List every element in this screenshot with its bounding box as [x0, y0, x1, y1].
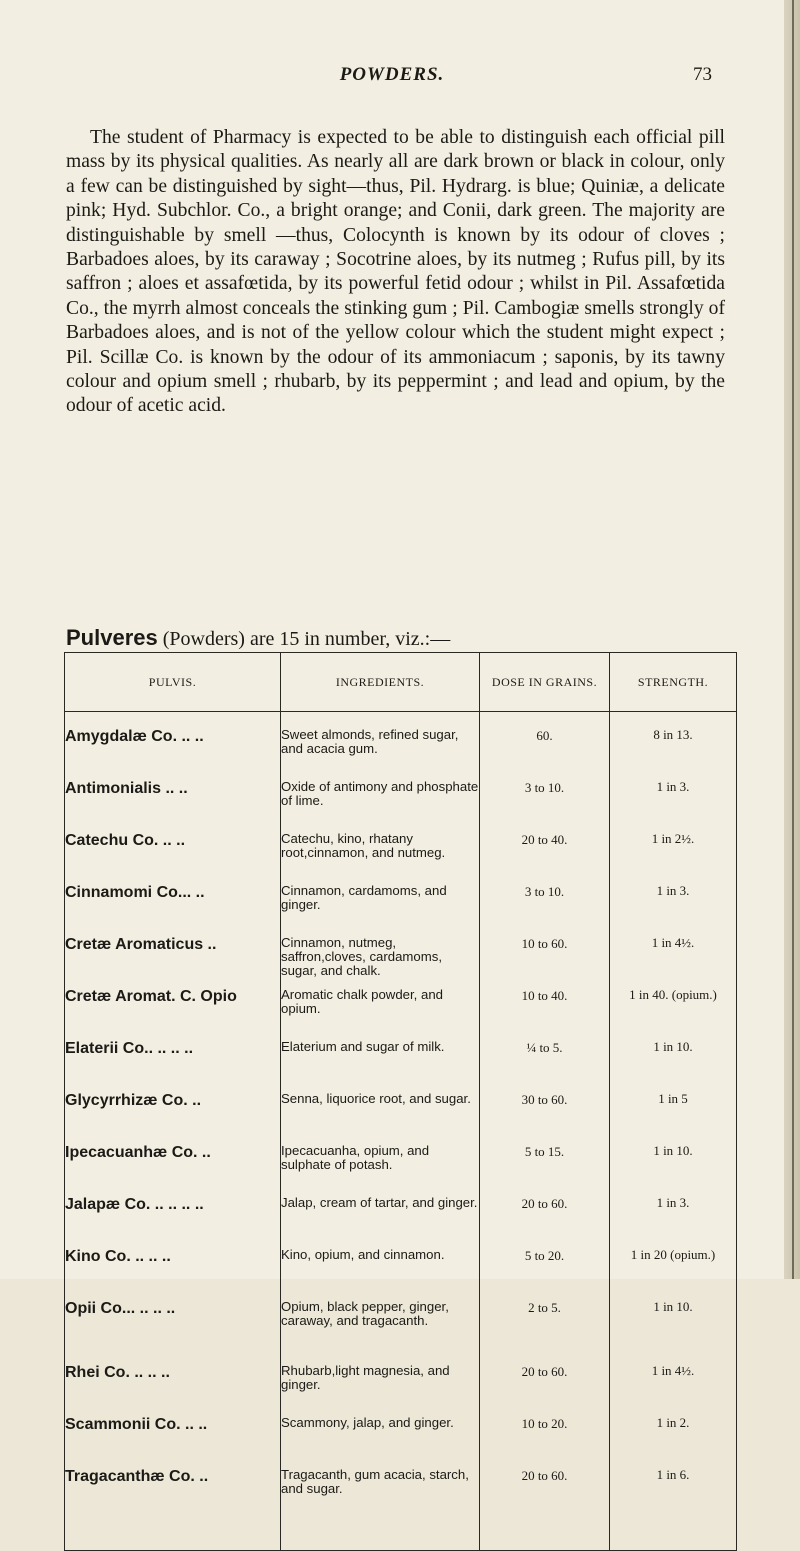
powder-strength: 1 in 4½.	[610, 1362, 737, 1414]
powder-name: Tragacanthæ Co. ..	[65, 1466, 281, 1518]
powder-dose: 3 to 10.	[480, 778, 610, 830]
powder-ingredients: Ipecacuanha, opium, and sulphate of potash.	[281, 1142, 480, 1194]
powder-name: Antimonialis .. ..	[65, 778, 281, 830]
powder-dose: 60.	[480, 726, 610, 778]
powder-ingredients: Catechu, kino, rhatany root,cinnamon, and nutmeg.	[281, 830, 480, 882]
powder-ingredients: Sweet almonds, refined sugar, and acacia gum.	[281, 726, 480, 778]
table-row	[65, 882, 737, 934]
powder-name: Cretæ Aromat. C. Opio	[65, 986, 281, 1038]
powder-strength: 1 in 6.	[610, 1466, 737, 1518]
powder-ingredients: Kino, opium, and cinnamon.	[281, 1246, 480, 1298]
powder-strength: 1 in 3.	[610, 882, 737, 934]
header-ingredients: INGREDIENTS.	[281, 653, 480, 712]
table-row	[65, 1194, 737, 1246]
powder-ingredients: Elaterium and sugar of milk.	[281, 1038, 480, 1090]
powder-strength: 1 in 20 (opium.)	[610, 1246, 737, 1298]
powder-ingredients: Cinnamon, nutmeg, saffron,cloves, cardamoms, sugar, and chalk.	[281, 934, 480, 986]
powder-strength: 1 in 10.	[610, 1142, 737, 1194]
table-header-row	[65, 653, 737, 712]
table-row	[65, 934, 737, 986]
powder-dose: 30 to 60.	[480, 1090, 610, 1142]
powder-name: Scammonii Co. .. ..	[65, 1414, 281, 1466]
powder-strength: 1 in 3.	[610, 1194, 737, 1246]
powder-dose: 20 to 60.	[480, 1466, 610, 1518]
table-row	[65, 986, 737, 1038]
powder-name: Catechu Co. .. ..	[65, 830, 281, 882]
table-row	[65, 1038, 737, 1090]
table-row	[65, 1466, 737, 1518]
running-title: POWDERS.	[339, 64, 445, 85]
powder-ingredients: Senna, liquorice root, and sugar.	[281, 1090, 480, 1142]
table-row	[65, 1142, 737, 1194]
table-row	[65, 1090, 737, 1142]
powder-name: Jalapæ Co. .. .. .. ..	[65, 1194, 281, 1246]
powder-strength: 1 in 3.	[610, 778, 737, 830]
powder-dose: 5 to 15.	[480, 1142, 610, 1194]
powder-ingredients: Aromatic chalk powder, and opium.	[281, 986, 480, 1038]
powder-name: Amygdalæ Co. .. ..	[65, 726, 281, 778]
table-row	[65, 830, 737, 882]
powders-table	[64, 652, 737, 1551]
powder-dose: 20 to 40.	[480, 830, 610, 882]
powder-name: Rhei Co. .. .. ..	[65, 1362, 281, 1414]
table-row	[65, 1362, 737, 1414]
powder-ingredients: Jalap, cream of tartar, and ginger.	[281, 1194, 480, 1246]
page-edge-line	[792, 0, 794, 1279]
table-row	[65, 778, 737, 830]
table-row	[65, 1246, 737, 1298]
powder-name: Kino Co. .. .. ..	[65, 1246, 281, 1298]
powder-dose: 10 to 20.	[480, 1414, 610, 1466]
powder-dose: 10 to 60.	[480, 934, 610, 986]
powder-dose: 2 to 5.	[480, 1298, 610, 1362]
powder-name: Ipecacuanhæ Co. ..	[65, 1142, 281, 1194]
section-title: Pulveres	[66, 625, 158, 650]
powder-name: Glycyrrhizæ Co. ..	[65, 1090, 281, 1142]
powder-dose: 20 to 60.	[480, 1362, 610, 1414]
powder-strength: 1 in 40. (opium.)	[610, 986, 737, 1038]
section-heading	[66, 625, 746, 651]
powder-strength: 1 in 4½.	[610, 934, 737, 986]
powder-strength: 1 in 5	[610, 1090, 737, 1142]
powder-ingredients: Tragacanth, gum acacia, starch, and sugar.	[281, 1466, 480, 1518]
powder-dose: 10 to 40.	[480, 986, 610, 1038]
powder-ingredients: Oxide of antimony and phosphate of lime.	[281, 778, 480, 830]
powder-ingredients: Rhubarb,light magnesia, and ginger.	[281, 1362, 480, 1414]
powder-strength: 1 in 10.	[610, 1038, 737, 1090]
table-row	[65, 1414, 737, 1466]
running-head	[0, 64, 784, 88]
section-subtitle: (Powders) are 15 in number, viz.:—	[162, 628, 451, 650]
powder-dose: 3 to 10.	[480, 882, 610, 934]
intro-paragraph: The student of Pharmacy is expected to be able to distinguish each official pill mass by its physical qualities. As nearly all are dark brown or black in colour, only a few can be distinguished by sight—thus, Pil. Hydrarg. is blue; Quiniæ, a delicate pink; Hyd. Subchlor. Co., a bright orange; and Conii, dark green. The majority are distinguishable by smell —thus, Colocynth is known by its odour of cloves ; Barbadoes aloes, by its caraway ; Socotrine aloes, by its nutmeg ; Rufus pill, by its saffron ; aloes et assafœtida, by its powerful fetid odour ; whilst in Pil. Assafœtida Co., the myrrh almost conceals the stinking gum ; Pil. Cambogiæ smells strongly of Barbadoes aloes, and is not of the yellow colour which the student might expect ; Pil. Scillæ Co. is known by the odour of its ammoniacum ; saponis, by its tawny colour and opium smell ; rhubarb, by its peppermint ; and lead and opium, by the odour of acetic acid.	[66, 127, 725, 417]
powder-dose: 5 to 20.	[480, 1246, 610, 1298]
powder-name: Opii Co... .. .. ..	[65, 1298, 281, 1362]
table-row	[65, 726, 737, 778]
powder-dose: 20 to 60.	[480, 1194, 610, 1246]
powder-ingredients: Scammony, jalap, and ginger.	[281, 1414, 480, 1466]
table-row	[65, 1298, 737, 1362]
page-number: 73	[693, 64, 712, 85]
powder-strength: 1 in 2½.	[610, 830, 737, 882]
header-pulvis: PULVIS.	[65, 653, 281, 712]
powder-strength: 1 in 2.	[610, 1414, 737, 1466]
powder-ingredients: Opium, black pepper, ginger, caraway, and tragacanth.	[281, 1298, 480, 1362]
intro-paragraph-block	[66, 126, 725, 419]
powder-ingredients: Cinnamon, cardamoms, and ginger.	[281, 882, 480, 934]
powder-strength: 8 in 13.	[610, 726, 737, 778]
header-strength: STRENGTH.	[610, 653, 737, 712]
powder-name: Cinnamomi Co... ..	[65, 882, 281, 934]
powder-name: Elaterii Co.. .. .. ..	[65, 1038, 281, 1090]
powder-strength: 1 in 10.	[610, 1298, 737, 1362]
powder-dose: ¼ to 5.	[480, 1038, 610, 1090]
powder-name: Cretæ Aromaticus ..	[65, 934, 281, 986]
header-dose: DOSE IN GRAINS.	[480, 653, 610, 712]
